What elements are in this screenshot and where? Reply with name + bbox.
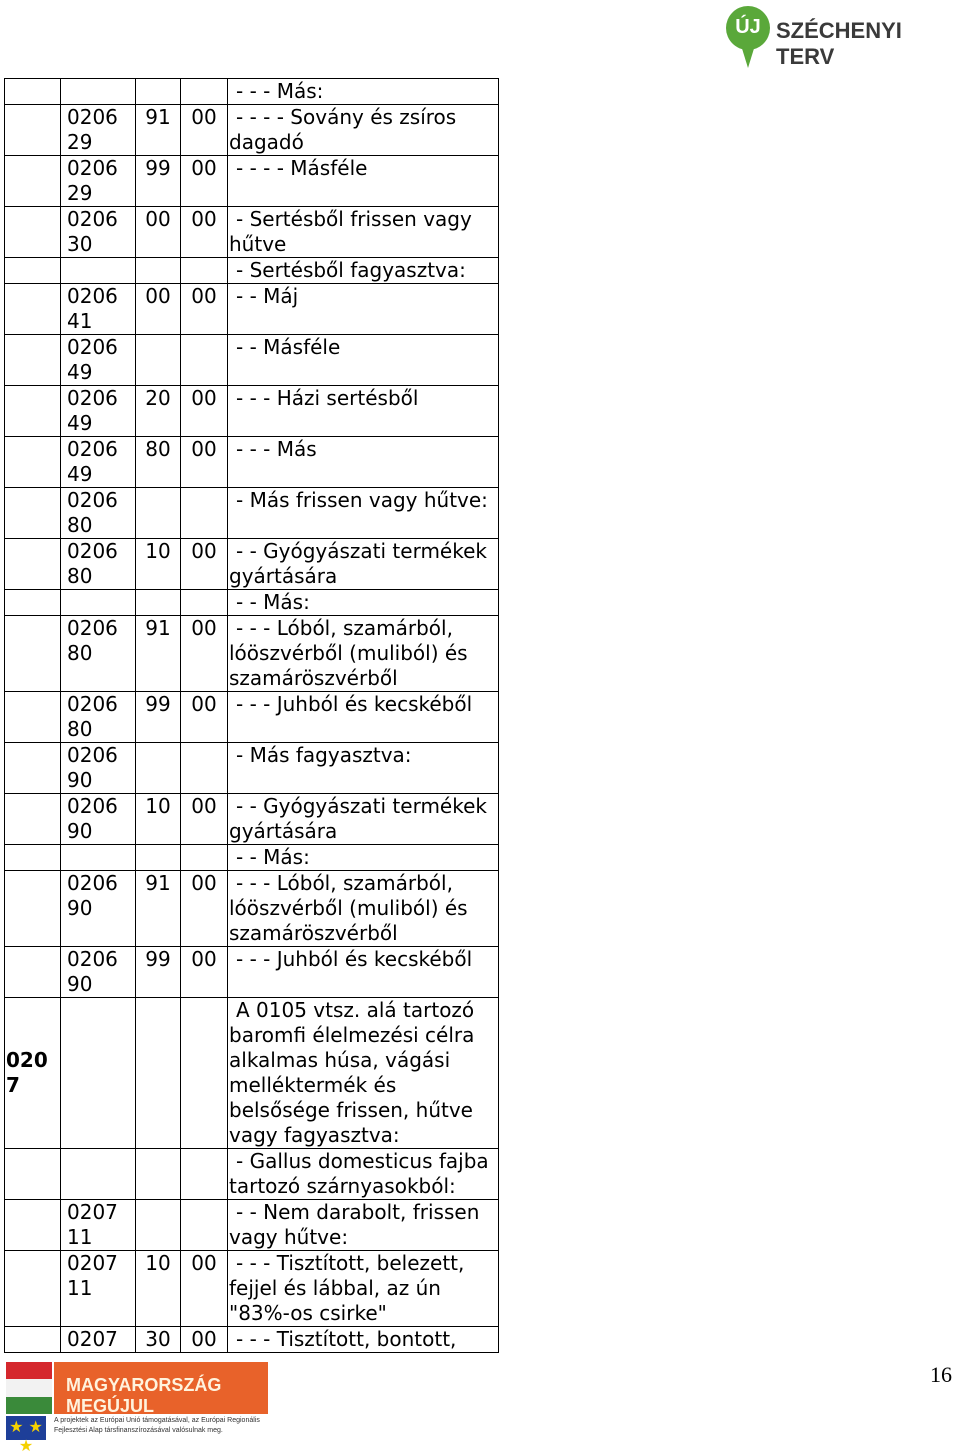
- description-line: - Sertésből fagyasztva:: [236, 258, 466, 282]
- cn-code-cell: [61, 79, 136, 105]
- eu-stars: ★ ★ ★: [9, 1417, 43, 1455]
- table-row: [5, 692, 499, 743]
- description-line: - - - Juhból és kecskéből: [236, 692, 473, 716]
- subheading-cell: 10: [136, 794, 181, 845]
- cn-code-cell: 0206 90: [61, 743, 136, 794]
- taric-cell: [181, 1200, 228, 1251]
- cn-code-cell: 0206 49: [61, 437, 136, 488]
- description-line: szamáröszvérből: [229, 921, 398, 945]
- magyarorszag-megujul-banner: [4, 1360, 270, 1455]
- table-row: [5, 1149, 499, 1200]
- description-cell: [228, 284, 499, 335]
- table-row: [5, 284, 499, 335]
- subheading-cell: [136, 488, 181, 539]
- heading-code-cell: [5, 386, 61, 437]
- description-line: - - - Tisztított, belezett,: [236, 1251, 465, 1275]
- description-cell: [228, 616, 499, 692]
- heading-code-cell: [5, 284, 61, 335]
- description-line: belsősége frissen, hűtve: [229, 1098, 473, 1122]
- table-row: [5, 156, 499, 207]
- table-row: [5, 1200, 499, 1251]
- subheading-cell: 80: [136, 437, 181, 488]
- taric-cell: 00: [181, 947, 228, 998]
- heading-code-cell: [5, 1251, 61, 1327]
- table-row: [5, 437, 499, 488]
- description-line: - - - Tisztított, bontott,: [236, 1327, 457, 1351]
- description-cell: [228, 79, 499, 105]
- heading-code-cell: [5, 79, 61, 105]
- heading-code-cell: [5, 156, 61, 207]
- heading-code-cell: [5, 743, 61, 794]
- heading-code-cell: [5, 488, 61, 539]
- taric-cell: [181, 258, 228, 284]
- description-cell: [228, 437, 499, 488]
- description-line: - Más fagyasztva:: [236, 743, 412, 767]
- cn-code-cell: 0206 80: [61, 616, 136, 692]
- description-line: - - - Lóból, szamárból,: [236, 616, 453, 640]
- table-row: [5, 590, 499, 616]
- description-line: lóöszvérből (muliból) és: [229, 896, 468, 920]
- subheading-cell: 10: [136, 1251, 181, 1327]
- heading-code-cell: [5, 258, 61, 284]
- taric-cell: 00: [181, 105, 228, 156]
- heading-code-cell: [5, 207, 61, 258]
- heading-code-cell: [5, 1327, 61, 1353]
- subheading-cell: 99: [136, 947, 181, 998]
- taric-cell: 00: [181, 794, 228, 845]
- cn-code-cell: 0206 30: [61, 207, 136, 258]
- taric-cell: 00: [181, 1327, 228, 1353]
- description-cell: [228, 105, 499, 156]
- heading-code-cell: [5, 590, 61, 616]
- table-row: [5, 105, 499, 156]
- banner-fine-print: A projektek az Európai Unió támogatásával, az Európai Regionális Fejlesztési Alap társfinanszírozásával valósulnak meg.: [54, 1417, 260, 1434]
- taric-cell: 00: [181, 871, 228, 947]
- description-cell: [228, 539, 499, 590]
- description-line: - - Másféle: [236, 335, 341, 359]
- logo-uj-text: ÚJ: [735, 16, 761, 38]
- cn-code-cell: 0206 90: [61, 947, 136, 998]
- subheading-cell: [136, 258, 181, 284]
- cn-code-cell: 0206 80: [61, 539, 136, 590]
- description-line: - - - Juhból és kecskéből: [236, 947, 473, 971]
- table-row: [5, 947, 499, 998]
- description-line: - - Más:: [236, 590, 310, 614]
- tariff-table: [4, 78, 499, 1353]
- table-row: [5, 488, 499, 539]
- description-cell: [228, 1327, 499, 1353]
- cn-code-cell: 0207: [61, 1327, 136, 1353]
- taric-cell: [181, 845, 228, 871]
- heading-code-cell: 020 7: [5, 998, 61, 1149]
- heading-code-cell: [5, 845, 61, 871]
- cn-code-cell: 0206 80: [61, 488, 136, 539]
- subheading-cell: [136, 998, 181, 1149]
- description-line: szamáröszvérből: [229, 666, 398, 690]
- description-cell: [228, 207, 499, 258]
- cn-code-cell: [61, 258, 136, 284]
- taric-cell: [181, 79, 228, 105]
- heading-code-cell: [5, 335, 61, 386]
- description-cell: [228, 998, 499, 1149]
- taric-cell: [181, 335, 228, 386]
- subheading-cell: 00: [136, 284, 181, 335]
- subheading-cell: [136, 743, 181, 794]
- description-cell: [228, 845, 499, 871]
- taric-cell: 00: [181, 437, 228, 488]
- heading-code-cell: [5, 616, 61, 692]
- subheading-cell: 00: [136, 207, 181, 258]
- heading-code-cell: [5, 539, 61, 590]
- szechenyi-terv-logo: [722, 4, 952, 74]
- subheading-cell: [136, 1149, 181, 1200]
- description-line: lóöszvérből (muliból) és: [229, 641, 468, 665]
- table-row: [5, 335, 499, 386]
- table-row: [5, 1327, 499, 1353]
- table-row: [5, 79, 499, 105]
- taric-cell: [181, 743, 228, 794]
- hungarian-flag-icon: [6, 1362, 52, 1414]
- heading-code-cell: [5, 871, 61, 947]
- subheading-cell: [136, 845, 181, 871]
- subheading-cell: [136, 590, 181, 616]
- description-cell: [228, 590, 499, 616]
- description-line: - - - - Másféle: [236, 156, 368, 180]
- description-line: - - Más:: [236, 845, 310, 869]
- taric-cell: 00: [181, 692, 228, 743]
- description-cell: [228, 156, 499, 207]
- table-row: [5, 539, 499, 590]
- cn-code-cell: 0206 49: [61, 386, 136, 437]
- description-line: - - - Más:: [236, 79, 324, 103]
- taric-cell: [181, 1149, 228, 1200]
- logo-brand-text: SZÉCHENYI TERV: [776, 18, 902, 69]
- description-line: hűtve: [229, 232, 287, 256]
- description-line: A 0105 vtsz. alá tartozó: [236, 998, 475, 1022]
- description-line: - - - Más: [236, 437, 317, 461]
- description-cell: [228, 794, 499, 845]
- description-line: - - Gyógyászati termékek: [236, 794, 487, 818]
- description-cell: [228, 1251, 499, 1327]
- cn-code-cell: 0206 49: [61, 335, 136, 386]
- taric-cell: 00: [181, 284, 228, 335]
- description-cell: [228, 386, 499, 437]
- description-line: - - Gyógyászati termékek: [236, 539, 487, 563]
- table-row: [5, 845, 499, 871]
- heading-code-cell: [5, 1200, 61, 1251]
- subheading-cell: 91: [136, 871, 181, 947]
- description-line: "83%-os csirke": [229, 1301, 387, 1325]
- cn-code-cell: 0206 29: [61, 156, 136, 207]
- banner-orange-box: [54, 1362, 268, 1414]
- description-cell: [228, 335, 499, 386]
- cn-code-cell: 0206 29: [61, 105, 136, 156]
- description-line: vagy hűtve:: [229, 1225, 349, 1249]
- table-row: [5, 386, 499, 437]
- taric-cell: 00: [181, 386, 228, 437]
- page-number: 16: [930, 1362, 952, 1387]
- description-line: - Gallus domesticus fajba: [236, 1149, 489, 1173]
- subheading-cell: 99: [136, 156, 181, 207]
- table-row: [5, 794, 499, 845]
- cn-code-cell: 0206 41: [61, 284, 136, 335]
- taric-cell: [181, 998, 228, 1149]
- description-line: - - - Házi sertésből: [236, 386, 419, 410]
- cn-code-cell: [61, 845, 136, 871]
- description-line: - - Nem darabolt, frissen: [236, 1200, 480, 1224]
- heading-code-cell: [5, 1149, 61, 1200]
- cn-code-cell: [61, 1149, 136, 1200]
- cn-code-cell: 0207 11: [61, 1200, 136, 1251]
- description-line: baromfi élelmezési célra: [229, 1023, 475, 1047]
- taric-cell: [181, 488, 228, 539]
- heading-code-cell: [5, 105, 61, 156]
- table-row: [5, 1251, 499, 1327]
- heading-code-cell: [5, 692, 61, 743]
- description-line: - - Máj: [236, 284, 299, 308]
- subheading-cell: [136, 1200, 181, 1251]
- table-row: [5, 616, 499, 692]
- table-row: [5, 743, 499, 794]
- heading-code-cell: [5, 947, 61, 998]
- table-row: [5, 207, 499, 258]
- description-cell: [228, 871, 499, 947]
- cn-code-cell: 0206 90: [61, 794, 136, 845]
- description-cell: [228, 947, 499, 998]
- subheading-cell: 91: [136, 105, 181, 156]
- description-cell: [228, 692, 499, 743]
- subheading-cell: [136, 79, 181, 105]
- taric-cell: 00: [181, 539, 228, 590]
- table-row: [5, 258, 499, 284]
- description-line: tartozó szárnyasokból:: [229, 1174, 456, 1198]
- description-cell: [228, 1149, 499, 1200]
- subheading-cell: 10: [136, 539, 181, 590]
- description-cell: [228, 1200, 499, 1251]
- taric-cell: 00: [181, 156, 228, 207]
- description-line: melléktermék és: [229, 1073, 397, 1097]
- description-line: - Sertésből frissen vagy: [236, 207, 472, 231]
- description-cell: [228, 743, 499, 794]
- description-cell: [228, 258, 499, 284]
- banner-text: MAGYARORSZÁG MEGÚJUL: [66, 1375, 222, 1416]
- leaf-tip-icon: [740, 42, 756, 68]
- taric-cell: 00: [181, 207, 228, 258]
- description-line: - - - - Sovány és zsíros: [236, 105, 457, 129]
- subheading-cell: 30: [136, 1327, 181, 1353]
- description-line: alkalmas húsa, vágási: [229, 1048, 451, 1072]
- description-line: vagy fagyasztva:: [229, 1123, 400, 1147]
- table-row: [5, 998, 499, 1149]
- tariff-table-body: [5, 79, 499, 1353]
- taric-cell: [181, 590, 228, 616]
- eu-flag-icon: [6, 1416, 46, 1455]
- taric-cell: 00: [181, 1251, 228, 1327]
- cn-code-cell: [61, 590, 136, 616]
- heading-code-cell: [5, 437, 61, 488]
- description-line: gyártására: [229, 819, 338, 843]
- taric-cell: 00: [181, 616, 228, 692]
- subheading-cell: 99: [136, 692, 181, 743]
- cn-code-cell: 0206 80: [61, 692, 136, 743]
- cn-code-cell: [61, 998, 136, 1149]
- table-row: [5, 871, 499, 947]
- heading-code-cell: [5, 794, 61, 845]
- description-line: gyártására: [229, 564, 338, 588]
- subheading-cell: [136, 335, 181, 386]
- subheading-cell: 20: [136, 386, 181, 437]
- description-line: fejjel és lábbal, az ún: [229, 1276, 441, 1300]
- description-line: dagadó: [229, 130, 304, 154]
- description-cell: [228, 488, 499, 539]
- cn-code-cell: 0207 11: [61, 1251, 136, 1327]
- description-line: - - - Lóból, szamárból,: [236, 871, 453, 895]
- cn-code-cell: 0206 90: [61, 871, 136, 947]
- subheading-cell: 91: [136, 616, 181, 692]
- description-line: - Más frissen vagy hűtve:: [236, 488, 488, 512]
